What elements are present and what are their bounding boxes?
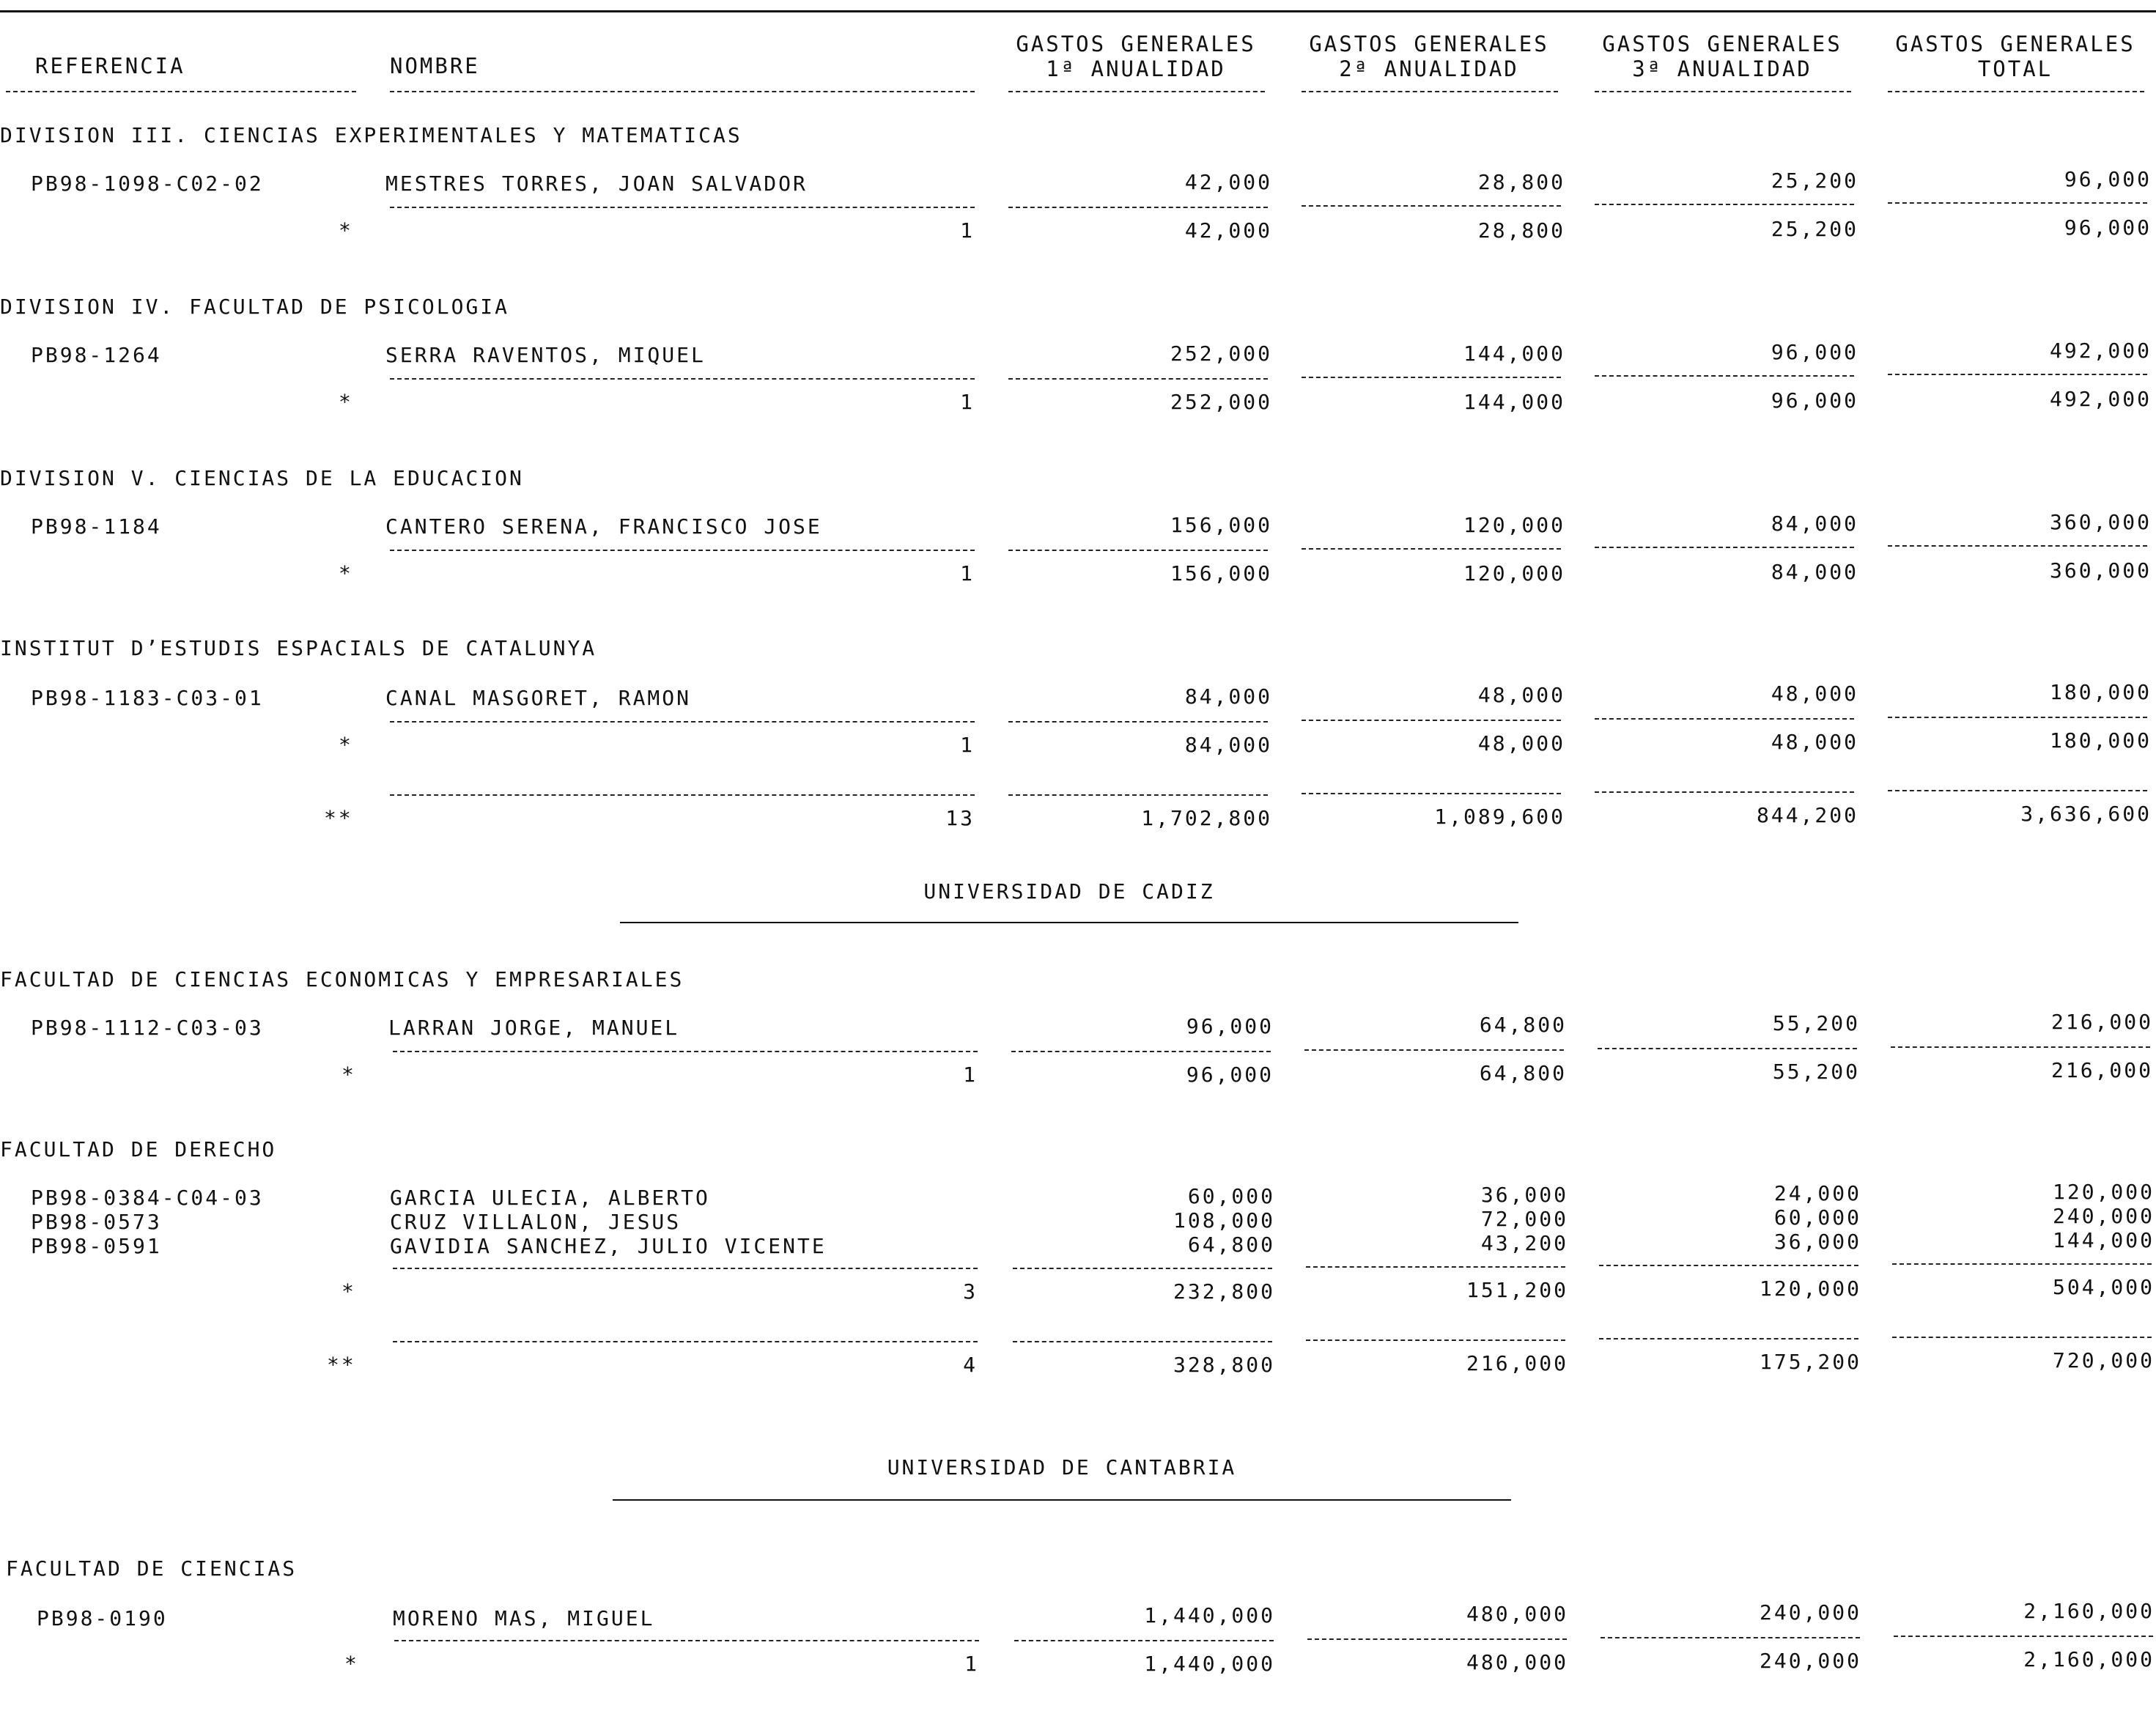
row-col1: 96,000 (1186, 1014, 1274, 1038)
rule (1008, 721, 1268, 723)
subtotal-col1: 1,440,000 (1144, 1652, 1275, 1676)
rule (390, 378, 975, 380)
header-underline-nombre (390, 91, 975, 92)
rule (393, 1341, 978, 1342)
rule (1892, 1337, 2152, 1338)
row-referencia: PB98-1264 (31, 343, 162, 367)
row-col3: 84,000 (1771, 511, 1858, 536)
header-col3-line2: 3ª ANUALIDAD (1632, 56, 1812, 81)
header-col4-line1: GASTOS GENERALES (1895, 32, 2135, 56)
subtotal-col3: 120,000 (1759, 1276, 1861, 1301)
rule (393, 1268, 978, 1269)
row-col4: 216,000 (2050, 1010, 2153, 1034)
rule (390, 550, 975, 551)
row-col1: 84,000 (1184, 684, 1272, 709)
row-col3: 36,000 (1773, 1230, 1861, 1254)
rule (1892, 1263, 2152, 1265)
subtotal-marker: * (342, 1279, 356, 1304)
total-count: 13 (945, 806, 975, 830)
subtotal-marker: * (339, 218, 353, 243)
row-col1: 1,440,000 (1144, 1603, 1275, 1627)
row-col1: 156,000 (1170, 513, 1272, 537)
row-col1: 252,000 (1170, 341, 1272, 366)
row-nombre: SERRA RAVENTOS, MIQUEL (385, 343, 706, 367)
rule (1888, 202, 2147, 204)
row-col4: 360,000 (2049, 510, 2152, 534)
subtotal-col4: 216,000 (2050, 1058, 2153, 1082)
subtotal-col3: 55,200 (1772, 1060, 1860, 1084)
row-col3: 60,000 (1773, 1205, 1861, 1230)
row-col2: 43,200 (1480, 1231, 1568, 1255)
subtotal-col2: 144,000 (1463, 390, 1565, 414)
header-col2-line1: GASTOS GENERALES (1309, 32, 1549, 56)
section-title: FACULTAD DE DERECHO (0, 1137, 277, 1161)
header-underline-col1 (1008, 91, 1265, 92)
total-col3: 844,200 (1756, 803, 1858, 827)
row-referencia: PB98-1112-C03-03 (31, 1016, 264, 1040)
rule (1894, 1636, 2153, 1637)
section-title: FACULTAD DE CIENCIAS (6, 1556, 298, 1581)
subtotal-col4: 2,160,000 (2023, 1647, 2155, 1671)
rule (394, 1640, 979, 1641)
row-col4: 96,000 (2064, 167, 2152, 191)
subtotal-marker: * (342, 1063, 356, 1087)
row-referencia: PB98-1184 (31, 514, 162, 539)
subtotal-col3: 84,000 (1771, 560, 1858, 584)
subtotal-marker: * (339, 561, 353, 585)
rule (1008, 207, 1268, 208)
row-col3: 96,000 (1771, 340, 1858, 364)
row-col2: 480,000 (1466, 1602, 1568, 1626)
row-col2: 48,000 (1477, 683, 1565, 707)
rule (1599, 1265, 1858, 1266)
section-title: DIVISION III. CIENCIAS EXPERIMENTALES Y MATEMATICAS (0, 123, 742, 147)
row-col2: 36,000 (1480, 1183, 1568, 1207)
row-col4: 144,000 (2052, 1228, 2155, 1252)
row-col2: 28,800 (1477, 170, 1565, 194)
rule (1595, 791, 1854, 793)
subtotal-count: 1 (960, 390, 975, 414)
subtotal-marker: * (339, 733, 353, 757)
subtotal-count: 1 (960, 733, 975, 757)
row-col2: 64,800 (1479, 1013, 1567, 1037)
subtotal-marker: * (344, 1652, 359, 1676)
row-col4: 120,000 (2052, 1180, 2155, 1204)
header-underline-col4 (1888, 91, 2144, 92)
row-col3: 55,200 (1772, 1011, 1860, 1035)
total-marker: ** (324, 806, 353, 830)
rule (1008, 550, 1268, 551)
university-heading: UNIVERSIDAD DE CADIZ (923, 879, 1215, 903)
university-heading: UNIVERSIDAD DE CANTABRIA (887, 1455, 1237, 1479)
rule (1595, 718, 1854, 720)
rule (1599, 1338, 1858, 1339)
row-referencia: PB98-1183-C03-01 (31, 686, 264, 710)
subtotal-count: 3 (963, 1279, 978, 1304)
header-nombre: NOMBRE (390, 53, 480, 78)
row-nombre: MORENO MAS, MIGUEL (393, 1606, 655, 1630)
row-col2: 144,000 (1463, 341, 1565, 366)
section-title: DIVISION V. CIENCIAS DE LA EDUCACION (0, 466, 524, 490)
subtotal-col4: 360,000 (2049, 558, 2152, 583)
rule (1595, 375, 1854, 377)
subtotal-col2: 48,000 (1477, 731, 1565, 755)
section-title: INSTITUT D’ESTUDIS ESPACIALS DE CATALUNYA (0, 636, 597, 660)
rule (1598, 1048, 1857, 1049)
rule (390, 794, 975, 796)
row-col3: 25,200 (1771, 169, 1858, 193)
header-col4-line2: TOTAL (1977, 56, 2053, 81)
header-underline-referencia (6, 91, 356, 92)
subtotal-col4: 96,000 (2064, 215, 2152, 240)
row-col3: 48,000 (1771, 681, 1858, 706)
rule (393, 1051, 978, 1052)
row-col1: 64,800 (1187, 1233, 1275, 1257)
subtotal-count: 1 (960, 218, 975, 243)
section-title: FACULTAD DE CIENCIAS ECONOMICAS Y EMPRESARIALES (0, 967, 684, 991)
row-nombre: LARRAN JORGE, MANUEL (388, 1016, 680, 1040)
rule (390, 721, 975, 723)
row-col1: 108,000 (1173, 1208, 1275, 1233)
header-col1-line2: 1ª ANUALIDAD (1046, 56, 1226, 81)
subtotal-col1: 42,000 (1184, 218, 1272, 243)
rule (1304, 1049, 1564, 1051)
subtotal-col1: 232,800 (1173, 1279, 1275, 1304)
rule (1888, 790, 2147, 791)
rule (1888, 717, 2147, 718)
row-referencia: PB98-0384-C04-03 (31, 1186, 264, 1210)
rule (1302, 548, 1561, 550)
rule (1011, 1051, 1271, 1052)
row-col2: 72,000 (1480, 1207, 1568, 1231)
row-col1: 42,000 (1184, 170, 1272, 194)
rule (1306, 1339, 1565, 1341)
rule (1302, 793, 1561, 794)
rule (1888, 545, 2147, 547)
rule (1888, 374, 2147, 375)
total-col1: 328,800 (1173, 1353, 1275, 1377)
row-nombre: GARCIA ULECIA, ALBERTO (390, 1186, 710, 1210)
subtotal-col2: 120,000 (1463, 561, 1565, 585)
subtotal-count: 1 (964, 1652, 979, 1676)
rule (1008, 794, 1268, 796)
header-col1-line1: GASTOS GENERALES (1016, 32, 1256, 56)
subtotal-col4: 180,000 (2049, 728, 2152, 753)
subtotal-marker: * (339, 390, 353, 414)
subtotal-col2: 64,800 (1479, 1061, 1567, 1085)
subtotal-col1: 84,000 (1184, 733, 1272, 757)
subtotal-col3: 240,000 (1759, 1649, 1861, 1673)
rule (1595, 204, 1854, 205)
subtotal-count: 1 (963, 1063, 978, 1087)
row-referencia: PB98-1098-C02-02 (31, 171, 264, 196)
row-nombre: CRUZ VILLALON, JESUS (390, 1210, 682, 1234)
rule (1014, 1640, 1274, 1641)
total-col3: 175,200 (1759, 1350, 1861, 1374)
rule (1302, 377, 1561, 378)
total-marker: ** (327, 1353, 356, 1377)
subtotal-col3: 25,200 (1771, 217, 1858, 241)
row-referencia: PB98-0573 (31, 1210, 162, 1234)
row-col3: 240,000 (1759, 1600, 1861, 1625)
subtotal-col4: 492,000 (2049, 387, 2152, 411)
top-rule (0, 10, 2156, 12)
row-col4: 2,160,000 (2023, 1599, 2155, 1623)
subtotal-col1: 252,000 (1170, 390, 1272, 414)
row-nombre: CANAL MASGORET, RAMON (385, 686, 692, 710)
subtotal-col3: 48,000 (1771, 730, 1858, 754)
subtotal-col2: 480,000 (1466, 1650, 1568, 1674)
header-referencia: REFERENCIA (35, 53, 185, 78)
rule (1891, 1046, 2150, 1048)
rule (1302, 205, 1561, 207)
row-col4: 240,000 (2052, 1204, 2155, 1228)
university-underline (620, 922, 1518, 923)
rule (1302, 720, 1561, 721)
row-col1: 60,000 (1187, 1184, 1275, 1208)
total-col2: 216,000 (1466, 1351, 1568, 1375)
subtotal-col2: 151,200 (1466, 1278, 1568, 1302)
rule (1306, 1266, 1565, 1268)
total-col2: 1,089,600 (1434, 805, 1565, 829)
row-nombre: CANTERO SERENA, FRANCISCO JOSE (385, 514, 822, 539)
rule (1013, 1268, 1272, 1269)
row-nombre: GAVIDIA SANCHEZ, JULIO VICENTE (390, 1234, 827, 1258)
subtotal-count: 1 (960, 561, 975, 585)
header-underline-col3 (1595, 91, 1851, 92)
subtotal-col2: 28,800 (1477, 218, 1565, 243)
rule (390, 207, 975, 208)
subtotal-col4: 504,000 (2052, 1275, 2155, 1299)
subtotal-col1: 156,000 (1170, 561, 1272, 585)
header-col3-line1: GASTOS GENERALES (1602, 32, 1842, 56)
header-col2-line2: 2ª ANUALIDAD (1339, 56, 1519, 81)
rule (1601, 1637, 1860, 1638)
row-col4: 180,000 (2049, 680, 2152, 704)
subtotal-col1: 96,000 (1186, 1063, 1274, 1087)
row-col2: 120,000 (1463, 513, 1565, 537)
rule (1595, 547, 1854, 548)
section-title: DIVISION IV. FACULTAD DE PSICOLOGIA (0, 295, 510, 319)
university-underline (613, 1499, 1511, 1501)
total-count: 4 (963, 1353, 978, 1377)
subtotal-col3: 96,000 (1771, 388, 1858, 413)
total-col1: 1,702,800 (1141, 806, 1272, 830)
rule (1008, 378, 1268, 380)
row-col4: 492,000 (2049, 339, 2152, 363)
rule (1013, 1341, 1272, 1342)
row-nombre: MESTRES TORRES, JOAN SALVADOR (385, 171, 808, 196)
row-col3: 24,000 (1773, 1181, 1861, 1205)
header-underline-col2 (1302, 91, 1558, 92)
total-col4: 3,636,600 (2020, 802, 2152, 826)
rule (1307, 1638, 1567, 1640)
row-referencia: PB98-0190 (37, 1606, 168, 1630)
total-col4: 720,000 (2052, 1348, 2155, 1372)
row-referencia: PB98-0591 (31, 1234, 162, 1258)
